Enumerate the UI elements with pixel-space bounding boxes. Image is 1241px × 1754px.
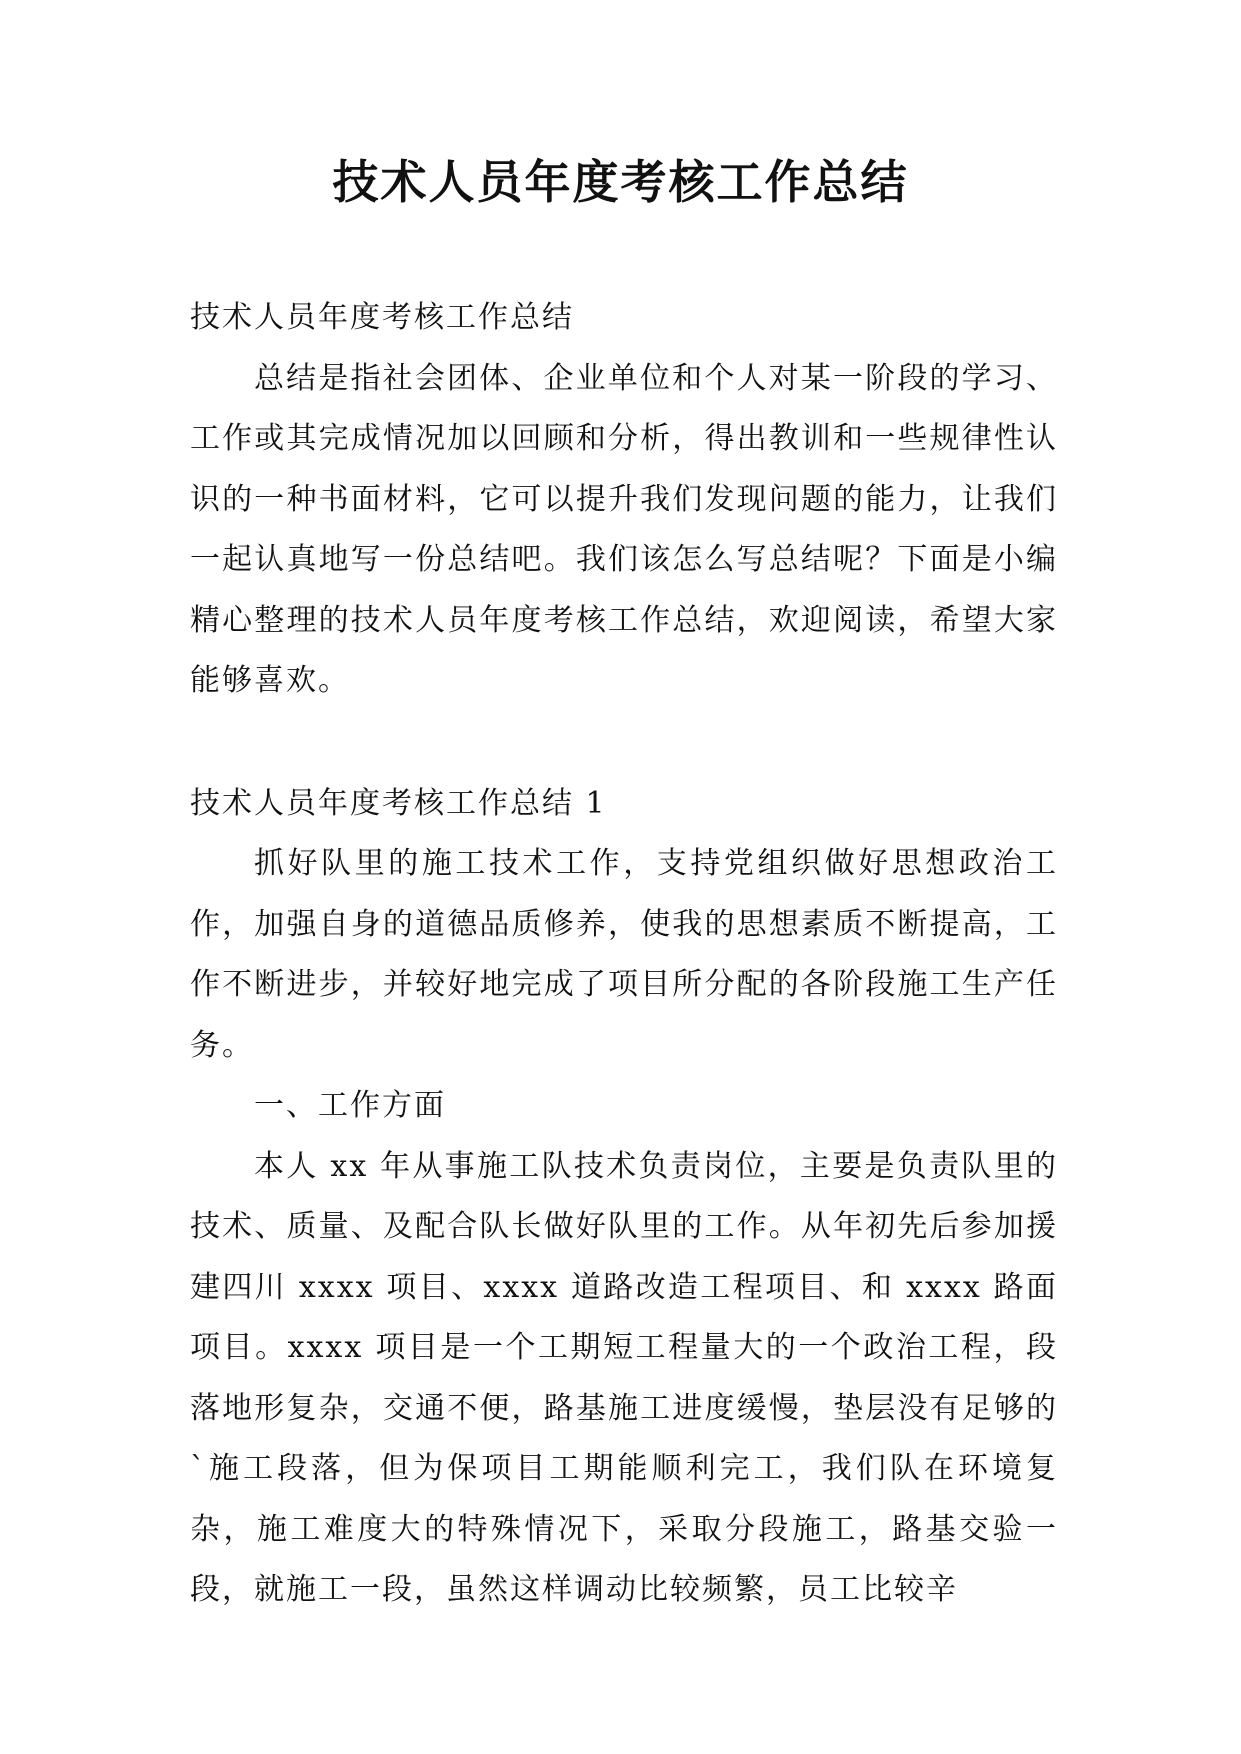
subheading-work: 一、工作方面 (254, 1088, 446, 1123)
intro-paragraph: 总结是指社会团体、企业单位和个人对某一阶段的学习、工作或其完成情况加以回顾和分析，得出教训和一些规律性认识的一种书面材料，它可以提升我们发现问题的能力，让我们一起认真地写一份总结吧。我们该怎么写总结呢？下面是小编精心整理的技术人员年度考核工作总结，欢迎阅读，希望大家能够喜欢。 (190, 360, 1058, 698)
document-body (190, 288, 1058, 1621)
work-paragraph: 本人 xx 年从事施工队技术负责岗位，主要是负责队里的技术、质量、及配合队长做好队里的工作。从年初先后参加援建四川 xxxx 项目、xxxx 道路改造工程项目、和 xxxx 路面项目。xxxx 项目是一个工期短工程量大的一个政治工程，段落地形复杂，交通不便，路基施工进度缓慢，垫层没有足够的`施工段落，但为保项目工期能顺利完工，我们队在环境复杂，施工难度大的特殊情况下，采取分段施工，路基交验一段，就施工一段，虽然这样调动比较频繁，员工比较辛 (190, 1148, 1058, 1607)
section-heading-intro: 技术人员年度考核工作总结 (190, 300, 574, 335)
paragraph-spacer (190, 712, 1058, 774)
document-title: 技术人员年度考核工作总结 (332, 155, 909, 209)
section-heading-1: 技术人员年度考核工作总结 1 (190, 785, 607, 821)
section-1-paragraph: 抓好队里的施工技术工作，支持党组织做好思想政治工作，加强自身的道德品质修养，使我的思想素质不断提高，工作不断进步，并较好地完成了项目所分配的各阶段施工生产任务。 (190, 846, 1058, 1063)
